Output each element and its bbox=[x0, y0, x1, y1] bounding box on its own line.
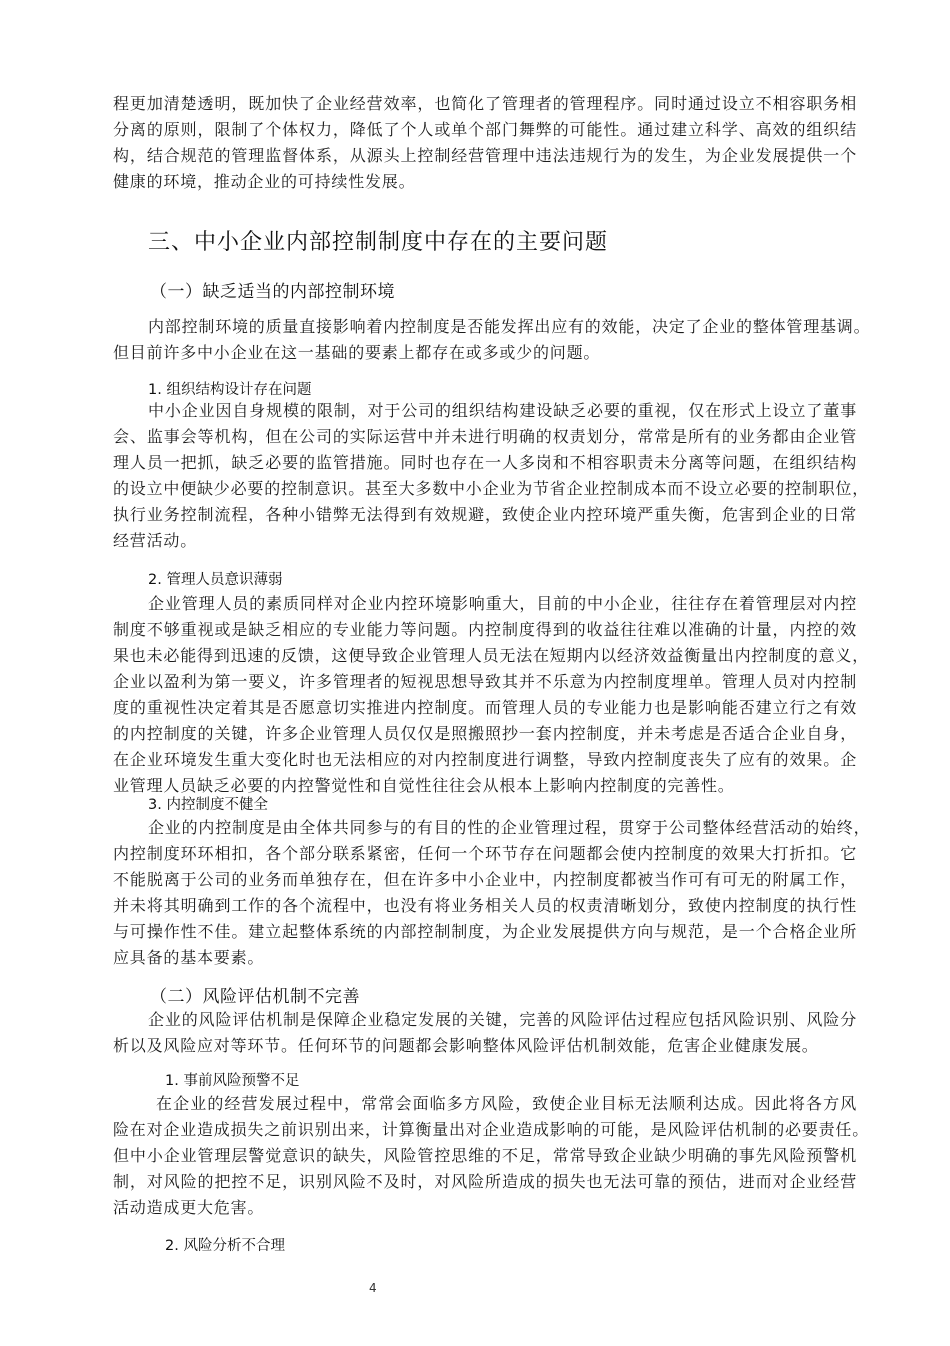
paragraph-line: 不能脱离于公司的业务而单独存在，但在许多中小企业中，内控制度都被当作可有可无的附属工作， bbox=[113, 870, 857, 889]
item-heading-1-3: 3. 内控制度不健全 bbox=[148, 797, 268, 813]
paragraph-line: 果也未必能得到迅速的反馈，这便导致企业管理人员无法在短期内以经济效益衡量出内控制度的意义， bbox=[113, 646, 870, 665]
paragraph-line: 制，对风险的把控不足，识别风险不及时，对风险所造成的损失也无法可靠的预估，进而对企业经营 bbox=[113, 1172, 857, 1191]
paragraph-line: 业管理人员缺乏必要的内控警觉性和自觉性往往会从根本上影响内控制度的完善性。 bbox=[113, 776, 735, 795]
paragraph-line: 并未将其明确到工作的各个流程中，也没有将业务相关人员的权责清晰划分，致使内控制度的执行性 bbox=[113, 896, 857, 915]
paragraph-line: 的设立中便缺少必要的控制意识。甚至大多数中小企业为节省企业控制成本而不设立必要的控制职位， bbox=[113, 479, 870, 498]
paragraph-line: 内部控制环境的质量直接影响着内控制度是否能发挥出应有的效能，决定了企业的整体管理基调。 bbox=[148, 317, 871, 336]
item-heading-2-2: 2. 风险分析不合理 bbox=[165, 1238, 285, 1254]
paragraph-line: 理人员一把抓，缺乏必要的监管措施。同时也存在一人多岗和不相容职责未分离等问题，在组织结构 bbox=[113, 453, 857, 472]
section-title: 三、中小企业内部控制制度中存在的主要问题 bbox=[148, 230, 609, 255]
paragraph-line: 度的重视性决定着其是否愿意切实推进内控制度。而管理人员的专业能力也是影响能否建立行之有效 bbox=[113, 698, 857, 717]
paragraph-line: 析以及风险应对等环节。任何环节的问题都会影响整体风险评估机制效能，危害企业健康发展。 bbox=[113, 1036, 819, 1055]
subsection-title-1: （一）缺乏适当的内部控制环境 bbox=[150, 282, 395, 302]
paragraph-line: 企业的内控制度是由全体共同参与的有目的性的企业管理过程，贯穿于公司整体经营活动的始终， bbox=[148, 818, 871, 837]
paragraph-line: 经营活动。 bbox=[113, 531, 198, 550]
paragraph-line: 内控制度环环相扣，各个部分联系紧密，任何一个环节存在问题都会使内控制度的效果大打折扣。它 bbox=[113, 844, 857, 863]
paragraph-line: 在企业的经营发展过程中，常常会面临多方风险，致使企业目标无法顺利达成。因此将各方风 bbox=[156, 1094, 857, 1113]
paragraph-line: 会、监事会等机构，但在公司的实际运营中并未进行明确的权责划分，常常是所有的业务都由企业管 bbox=[113, 427, 857, 446]
paragraph-line: 中小企业因自身规模的限制，对于公司的组织结构建设缺乏必要的重视，仅在形式上设立了董事 bbox=[148, 401, 857, 420]
paragraph-line: 与可操作性不佳。建立起整体系统的内部控制制度，为企业发展提供方向与规范，是一个合格企业所 bbox=[113, 922, 857, 941]
paragraph-line: 程更加清楚透明，既加快了企业经营效率，也简化了管理者的管理程序。同时通过设立不相容职务相 bbox=[113, 94, 857, 113]
paragraph-line: 企业以盈利为第一要义，许多管理者的短视思想导致其并不乐意为内控制度埋单。管理人员对内控制 bbox=[113, 672, 857, 691]
paragraph-line: 但中小企业管理层警觉意识的缺失，风险管控思维的不足，常常导致企业缺少明确的事先风险预警机 bbox=[113, 1146, 857, 1165]
paragraph-line: 在企业环境发生重大变化时也无法相应的对内控制度进行调整，导致内控制度丧失了应有的效果。企 bbox=[113, 750, 857, 769]
subsection-title-2: （二）风险评估机制不完善 bbox=[150, 987, 360, 1007]
paragraph-line: 险在对企业造成损失之前识别出来，计算衡量出对企业造成影响的可能，是风险评估机制的必要责任。 bbox=[113, 1120, 870, 1139]
paragraph-line: 构，结合规范的管理监督体系，从源头上控制经营管理中违法违规行为的发生，为企业发展提供一个 bbox=[113, 146, 857, 165]
paragraph-line: 企业管理人员的素质同样对企业内控环境影响重大，目前的中小企业，往往存在着管理层对内控 bbox=[148, 594, 857, 613]
paragraph-line: 企业的风险评估机制是保障企业稳定发展的关键，完善的风险评估过程应包括风险识别、风险分 bbox=[148, 1010, 857, 1029]
paragraph-line: 分离的原则，限制了个体权力，降低了个人或单个部门舞弊的可能性。通过建立科学、高效的组织结 bbox=[113, 120, 857, 139]
paragraph-line: 制度不够重视或是缺乏相应的专业能力等问题。内控制度得到的收益往往难以准确的计量，内控的效 bbox=[113, 620, 857, 639]
page-number: 4 bbox=[369, 1281, 377, 1295]
paragraph-line: 健康的环境，推动企业的可持续性发展。 bbox=[113, 172, 416, 191]
paragraph-line: 应具备的基本要素。 bbox=[113, 948, 265, 967]
item-heading-2-1: 1. 事前风险预警不足 bbox=[165, 1073, 300, 1089]
item-heading-1-1: 1. 组织结构设计存在问题 bbox=[148, 382, 312, 398]
paragraph-line: 但目前许多中小企业在这一基础的要素上都存在或多或少的问题。 bbox=[113, 343, 601, 362]
paragraph-line: 的内控制度的关键，许多企业管理人员仅仅是照搬照抄一套内控制度，并未考虑是否适合企业自身， bbox=[113, 724, 857, 743]
item-heading-1-2: 2. 管理人员意识薄弱 bbox=[148, 572, 283, 588]
paragraph-line: 执行业务控制流程，各种小错弊无法得到有效规避，致使企业内控环境严重失衡，危害到企业的日常 bbox=[113, 505, 857, 524]
paragraph-line: 活动造成更大危害。 bbox=[113, 1198, 265, 1217]
